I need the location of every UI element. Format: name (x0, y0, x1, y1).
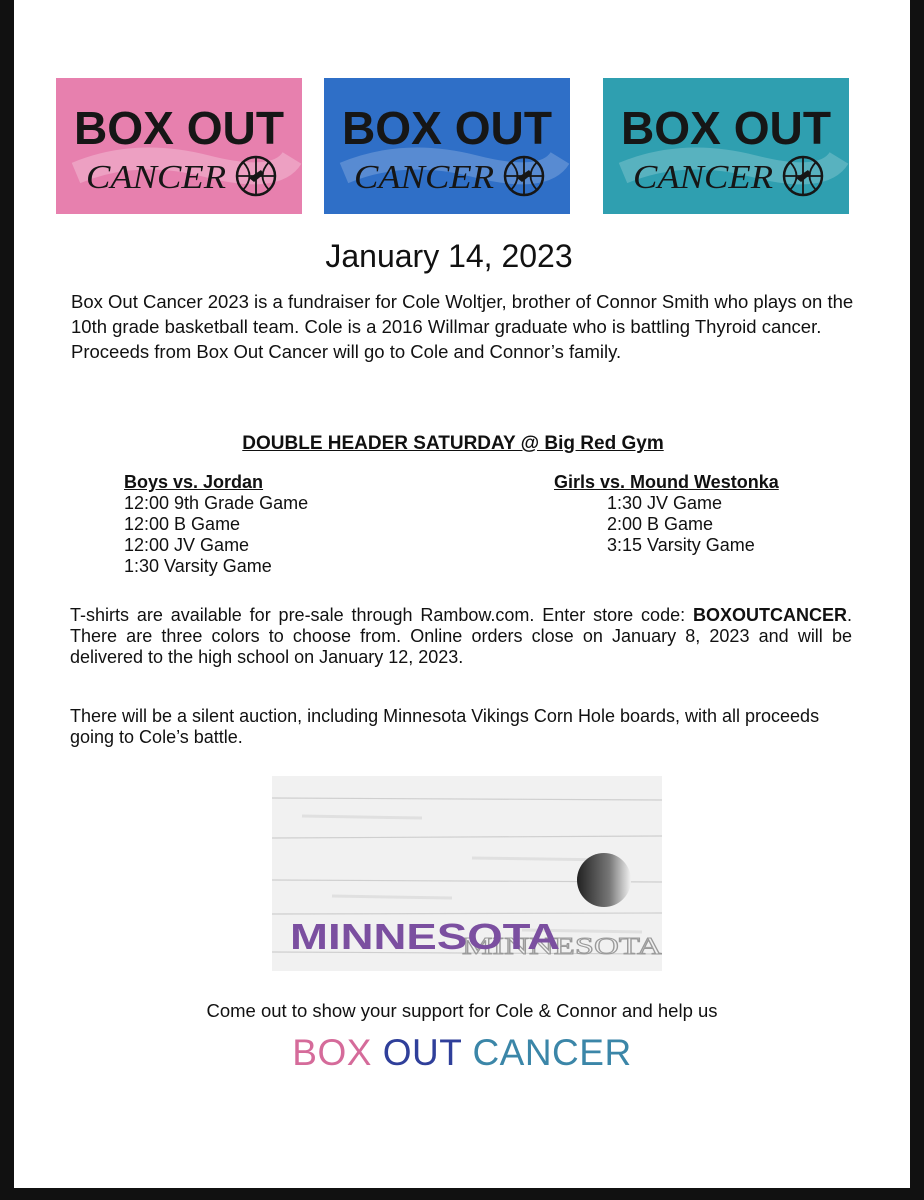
minnesota-text: MINNESOTA (290, 916, 561, 957)
boys-heading: Boys vs. Jordan (124, 472, 264, 492)
girls-game: 3:15 Varsity Game (607, 535, 755, 555)
boys-game: 12:00 B Game (124, 514, 241, 534)
girls-heading: Girls vs. Mound Westonka (554, 472, 779, 492)
banner-teal (603, 78, 849, 214)
boys-game: 12:00 9th Grade Game (124, 493, 309, 513)
tagline-word-cancer: CANCER (472, 1032, 632, 1073)
banner-line1: BOX OUT (342, 102, 552, 154)
tagline-word-box: BOX (292, 1032, 372, 1073)
store-code: BOXOUTCANCER (692, 605, 847, 625)
banner-line2: CANCER (86, 159, 227, 196)
girls-game: 2:00 B Game (607, 514, 714, 534)
intro-paragraph: Box Out Cancer 2023 is a fundraiser for Cole Woltjer, brother of Connor Smith who plays on the 10th grade basketball team. Cole is a 2016 Willmar graduate who is battling Thyroid cancer. Proceeds from Box Out Cancer will go to Cole and Connor’s family. (71, 291, 854, 362)
basketball-icon (505, 157, 543, 195)
tshirt-paragraph (70, 605, 852, 668)
girls-schedule (554, 472, 779, 556)
boys-game: 12:00 JV Game (124, 535, 250, 555)
banner-line1: BOX OUT (74, 102, 284, 154)
tshirt-text-before: T-shirts are available for pre-sale through Rambow.com. Enter store code: (70, 605, 693, 625)
double-header-heading: DOUBLE HEADER SATURDAY @ Big Red Gym (242, 433, 664, 454)
banner-pink (56, 78, 302, 214)
banner-line2: CANCER (633, 159, 774, 196)
basketball-icon (237, 157, 275, 195)
banner-blue (324, 78, 570, 214)
banner-line2: CANCER (354, 159, 495, 196)
minnesota-ghost-text: MINNESOTA (462, 934, 662, 960)
boys-game: 1:30 Varsity Game (124, 556, 272, 576)
flyer-page (14, 0, 910, 1188)
auction-paragraph: There will be a silent auction, including Minnesota Vikings Corn Hole boards, with all proceeds going to Cole’s battle. (70, 706, 820, 747)
tshirt-text-after: . There are three colors to choose from. Online orders close on January 8, 2023 and will be delivered to the high school on January 12, 2023. (70, 605, 852, 667)
tagline-word-out: OUT (382, 1032, 462, 1073)
box-out-cancer-tagline (14, 1032, 910, 1074)
minnesota-cornhole-image (272, 776, 662, 971)
event-date: January 14, 2023 (325, 238, 573, 274)
banner-line1: BOX OUT (621, 102, 831, 154)
support-line: Come out to show your support for Cole & Connor and help us (206, 1000, 718, 1021)
boys-schedule (124, 472, 308, 577)
girls-game: 1:30 JV Game (607, 493, 723, 513)
basketball-icon (784, 157, 822, 195)
cornhole-hole-icon (577, 853, 631, 907)
